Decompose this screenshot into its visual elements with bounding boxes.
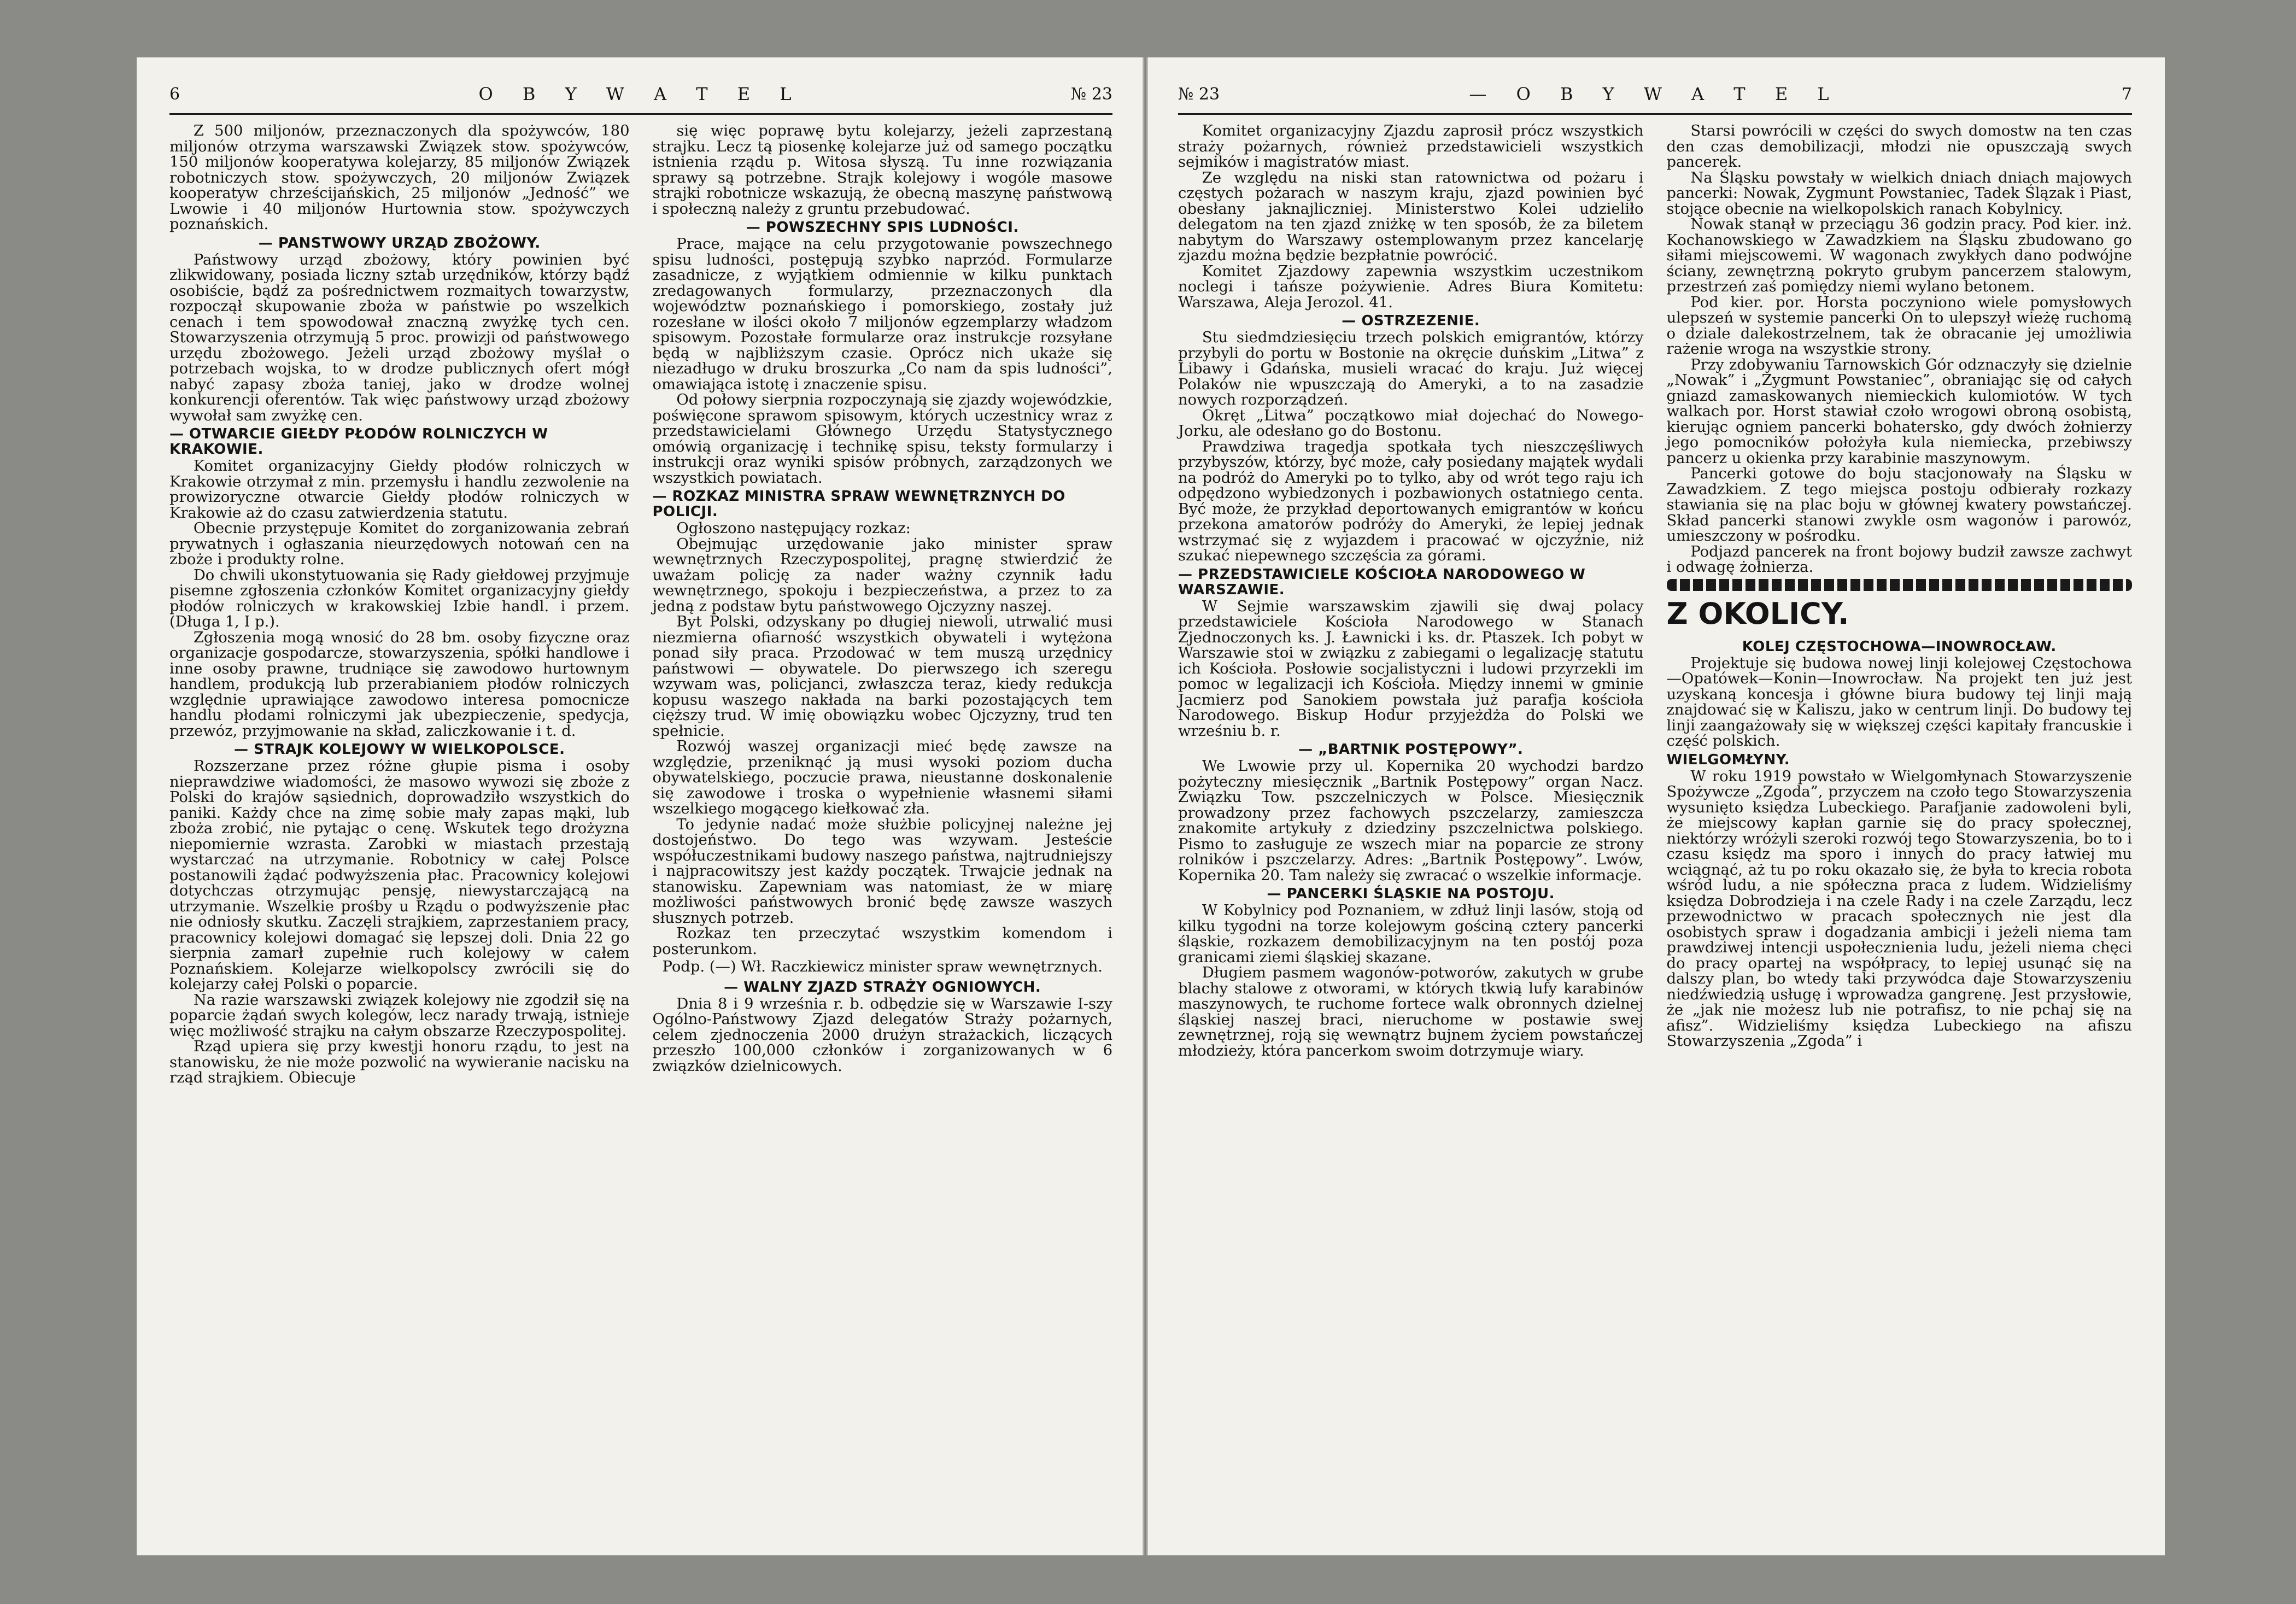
article-paragraph: Obejmując urzędowanie jako minister spraw wewnętrznych Rzeczypospolitej, pragnę stwierdzić że uważam policję za nader ważny czynnik ładu wewnętrznego, spokoju i bezpieczeństwa, a przez to za jedną z podstaw bytu państwowego Ojczyzny naszej.: [652, 535, 1112, 615]
article-headline: — PANSTWOWY URZĄD ZBOŻOWY.: [258, 235, 541, 251]
right-page: [1148, 57, 2165, 1555]
article-paragraph: W roku 1919 powstało w Wielgomłynach Stowarzyszenie Spożywcze „Zgoda”, przyczem na czoło tego Stowarzyszenia wysunięto księdza Lubeckiego. Parafjanie zadowoleni byli, że miejscowy kapłan garnie się do pracy społecznej, niektórzy wróżyli szeroki rozwój tego Stowarzyszenia, bo to i czasu księdz ma sporo i innych do pracy łatwiej mu wciągnąć, aż tu po roku okazało się, że była to krecia robota wśród ludu, a nie spółeczna praca z ludem. Widzieliśmy księdza Dobrodzieja i na czele Rady i na czele Zarządu, lecz przewodnictwo w pracach społecznych nie jest dla osobistych spraw i dogadzania ambicji i jeżeli niema tam prawdziwej intencji uspołecznienia ludu, jeżeli niema chęci do pracy opartej na współpracy, to lepiej usunąć się na dalszy plan, bo wtedy taki przywódca daje Stowarzyszeniu niedźwiedzią usługę i wprowadza gangrenę. Jest przysłowie, że „jak nie możesz lub nie potrafisz, to nie pchaj się na afisz”. Widzieliśmy księdza Lubeckiego na afiszu Stowarzyszenia „Zgoda” i: [1666, 768, 2132, 1050]
header-rule: [169, 113, 1112, 115]
newspaper-title: — O B Y W A T E L: [1469, 84, 1841, 104]
article-headline: — ROZKAZ MINISTRA SPRAW WEWNĘTRZNYCH DO POLICJI.: [652, 488, 1065, 520]
article-paragraph: Prace, mające na celu przygotowanie powszechnego spisu ludności, postępują szybko naprzód. Formularze zasadnicze, z wyjątkiem odmiennie w kilku punktach zredagowanych formularzy, przeznaczonych dla województw poznańskiego i pomorskiego, zostały już rozesłane w ilości około 7 miljonów egzemplarzy władzom spisowym. Pozostałe formularze oraz instrukcje rozsyłane będą w najbliższym czasie. Oprócz nich ukaże się niezadługo w druku broszurka „Co nam da spis ludności”, omawiająca istotę i znaczenie spisu.: [652, 236, 1112, 393]
article-paragraph: Z 500 miljonów, przeznaczonych dla spożywców, 180 miljonów otrzyma warszawski Związek stow. spożywców, 150 miljonów kooperatywa kolejarzy, 85 miljonów Związek robotniczych stow. spożywczych, 20 miljonów Związek kooperatyw chrześcijańskich, 25 miljonów „Jedność” we Lwowie i 40 miljonów Hurtownia stow. spożywczych poznańskich.: [169, 122, 630, 233]
right-page-header: [1178, 79, 2132, 112]
signature: Podp. (—) Wł. Raczkiewicz minister spraw wewnętrznych.: [662, 958, 1103, 975]
article-paragraph: Ze względu na niski stan ratownictwa od pożaru i częstych pożarach w naszym kraju, zjazd powinien być obesłany jaknajliczniej. Ministerstwo Kolei udzieliło delegatom na ten zjazd zniżkę w ten sposób, że za biletem nabytym do Warszawy ostemplowanym przez kancelarję zjazdu można będzie bezpłatnie powrócić.: [1178, 169, 1644, 264]
article-paragraph: Stu siedmdziesięciu trzech polskich emigrantów, którzy przybyli do portu w Bostonie na okręcie duńskim „Litwa” z Libawy i Gdańska, musieli wracać do kraju. Już więcej Polaków nie wpuszczają do Ameryki, a to na zasadzie nowych rozporządzeń.: [1178, 329, 1644, 408]
article-paragraph: Projektuje się budowa nowej linji kolejowej Częstochowa—Opatówek—Konin—Inowrocław. Na projekt ten już jest uzyskaną koncesja i główne biura budowy tej linji mają znajdować się w Kaliszu, jako w centrum linji. Do budowy tej linji zaangażowały się w większej części kapitały francuskie i część polskich.: [1666, 654, 2132, 750]
article-paragraph: Komitet organizacyjny Zjazdu zaprosił prócz wszystkich straży pożarnych, również przedstawicieli wszystkich sejmików i magistratów miast.: [1178, 122, 1644, 171]
article-headline: — „BARTNIK POSTĘPOWY”.: [1298, 741, 1524, 758]
article-paragraph: Komitet organizacyjny Giełdy płodów rolniczych w Krakowie otrzymał z min. przemysłu i handlu zezwolenie na prowizoryczne otwarcie Giełdy płodów rolniczych w Krakowie aż do czasu zatwierdzenia statutu.: [169, 458, 630, 522]
center-fold: [1143, 57, 1148, 1555]
article-paragraph: Państwowy urząd zbożowy, który powinien być zlikwidowany, posiada liczny sztab urzędników, którzy bądź osobiście, bądź za pośrednictwem rozmaitych towarzystw, rozpoczął skupowanie zboża w państwie po wszelkich cenach i tem spowodował znaczną zwyżkę tych cen. Stowarzyszenia otrzymują 5 proc. prowizji od państwowego urzędu zbożowego. Jeżeli urząd zbożowy myślał o potrzebach wojska, to w drodze publicznych ofert mógł nabyć zapasy zboża taniej, jako w drodze wolnej konkurencji oferentów. Tak więc państwowy urząd zbożowy wywołał sam zwyżkę cen.: [169, 251, 630, 424]
article-paragraph: Komitet Zjazdowy zapewnia wszystkim uczestnikom noclegi i tańsze pożywienie. Adres Biura Komitetu: Warszawa, Aleja Jerozol. 41.: [1178, 262, 1644, 311]
right-column-2: [1667, 124, 2133, 1059]
article-paragraph: Rozwój waszej organizacji mieć będę zawsze na względzie, przeniknąć ją musi wysoki poziom ducha obywatelskiego, poczucie prawa, nieustanne doskonalenie się zawodowe i troska o wypełnienie własnemi siłami wszelkiego mogącego kiełkować zła.: [652, 738, 1112, 817]
left-page: [137, 57, 1143, 1555]
article-headline: — WALNY ZJAZD STRAŻY OGNIOWYCH.: [724, 979, 1041, 996]
article-paragraph: W Sejmie warszawskim zjawili się dwaj polacy przedstawiciele Kościoła Narodowego w Stanach Zjednoczonych ks. J. Ławnicki i ks. dr. Ptaszek. Ich pobyt w Warszawie stoi w związku z zabiegami o legalizację statutu ich Kościoła. Posłowie socjalistyczni i ludowi przyrzekli im pomoc w legalizacji ich Kościoła. Między innemi w gminie Jacmierz pod Sanokiem powstała już parafja kościoła Narodowego. Biskup Hodur przyjeżdża do Polski we wrześniu b. r.: [1178, 598, 1644, 740]
article-headline: — PRZEDSTAWICIELE KOŚCIOŁA NARODOWEGO W WARSZAWIE.: [1178, 566, 1586, 598]
article-headline: WIELGOMŁYNY.: [1666, 751, 1790, 768]
article-headline: — OTWARCIE GIEŁDY PŁODÓW ROLNICZYCH W KRAKOWIE.: [169, 426, 548, 458]
ornamental-divider: [1667, 579, 2133, 591]
article-paragraph: Obecnie przystępuje Komitet do zorganizowania zebrań prywatnych i ogłaszania nieurzędowych notowań cen na zboże i produkty rolne.: [169, 520, 630, 568]
article-paragraph: Rozkaz ten przeczytać wszystkim komendom i posterunkom.: [652, 925, 1112, 958]
article-paragraph: Ogłoszono następujący rozkaz:: [676, 520, 911, 537]
page-number: 7: [2121, 85, 2132, 104]
article-paragraph: Na Śląsku powstały w wielkich dniach dniach majowych pancerki: Nowak, Zygmunt Powstaniec, Tadek Ślązak i Piast, stojące obecnie na wielkopolskich ranach Kobylnicy.: [1666, 169, 2132, 218]
article-headline: — STRAJK KOLEJOWY W WIELKOPOLSCE.: [234, 741, 565, 758]
newspaper-title: O B Y W A T E L: [478, 84, 804, 104]
article-paragraph: Starsi powrócili w części do swych domostw na ten czas den czas demobilizacji, młodzi nie opuszczają swych pancerek.: [1666, 122, 2132, 171]
article-paragraph: Rozszerzane przez różne głupie pisma i osoby nieprawdziwe wiadomości, że masowo wywozi się zboże z Polski do krajów sąsiednich, doprowadziło wszystkich do paniki. Każdy chce na zimę sobie mały zapas mąki, lub zboża zrobić, nie pytając o cenę. Wskutek tego drożyzna niepomiernie wzrasta. Zarobki w miastach przestają wystarczać na utrzymanie. Robotnicy w całej Polsce postanowili żądać podwyższenia płac. Pracownicy kolejowi dotychczas otrzymując pensję, niewystarczającą na utrzymanie. Wszelkie prośby u Rządu o podwyższenie płac nie odniosły skutku. Zaczęli strajkiem, zaprzestaniem pracy, pracownicy kolejowi domagać się lepszej doli. Dnia 22 go sierpnia zamarł zupełnie ruch kolejowy w całem Poznańskiem. Kolejarze wielkopolscy zwrócili się do kolejarzy całej Polski o poparcie.: [169, 758, 630, 993]
article-paragraph: Dnia 8 i 9 września r. b. odbędzie się w Warszawie I-szy Ogólno-Państwowy Zjazd delegatów Straży pożarnych, celem zjednoczenia 2000 drużyn strażackich, liczących przeszło 100,000 członków i zorganizowanych w 6 związków dzielnicowych.: [652, 995, 1112, 1075]
article-paragraph: Rząd upiera się przy kwestji honoru rządu, to jest na stanowisku, że nie może pozwolić na wywieranie nacisku na rząd strajkiem. Obiecuje: [169, 1038, 630, 1086]
article-paragraph: Byt Polski, odzyskany po długiej niewoli, utrwalić musi niezmierna ofiarność wszystkich obywateli i wytężona ponad siły praca. Przodować w tem muszą urzędnicy państwowi — obywatele. Do pierwszego ich szeregu wzywam was, policjanci, zwłaszcza teraz, kiedy redukcja kopusu waszego nakłada na barki pozostających tem cięższy trud. W imię obowiązku wobec Ojczyzny, trud ten spełnicie.: [652, 613, 1112, 740]
article-paragraph: Na razie warszawski związek kolejowy nie zgodził się na poparcie żądań swych kolegów, lecz narady trwają, istnieje więc możliwość strajku na całym obszarze Rzeczypospolitej.: [169, 991, 630, 1040]
article-paragraph: się więc poprawę bytu kolejarzy, jeżeli zaprzestaną strajku. Lecz tą piosenkę kolejarze już od samego początku istnienia rządu p. Witosa słyszą. Tu inne rozwiązania sprawy są potrzebne. Strajk kolejowy i wogóle masowe strajki robotnicze wskazują, że obecną maszynę państwową i społeczną należy z gruntu przebudować.: [652, 122, 1112, 218]
article-paragraph: Długiem pasmem wagonów-potworów, zakutych w grube blachy stalowe z otworami, w których tkwią lufy karabinów maszynowych, te ruchome fortece walk obronnych dzielnej śląskiej naszej braci, nieruchome w postawie swej zewnętrznej, roją się wewnątrz bujnem życiem powstańczej młodzieży, która pancerkom swoim dotrzymuje wiary.: [1178, 964, 1644, 1059]
article-paragraph: Prawdziwa tragedja spotkała tych nieszczęśliwych przybyszów, którzy, być może, cały posiedany majątek wydali na podróż do Ameryki po to tylko, aby od wrót tego raju ich odpędzono wybiedzonych i pozbawionych ostatniego centa. Być może, że przykład deportowanych emigrantów w końcu przekona amatorów podróży do Ameryki, że lepiej jednak wstrzymać się z wyjazdem i pracować w ojczyźnie, niż szukać niepewnego szczęścia za górami.: [1178, 438, 1644, 564]
article-paragraph: We Lwowie przy ul. Kopernika 20 wychodzi bardzo pożyteczny miesięcznik „Bartnik Postępowy” organ Nacz. Związku Tow. pszczelniczych w Polsce. Miesięcznik prowadzony przez fachowych pszczelarzy, zamieszcza znakomite artykuły z dziedziny pszczelnictwa polskiego. Pismo to zasługuje ze wszech miar na poparcie ze strony rolników i pszczelarzy. Adres: „Bartnik Postępowy”. Lwów, Kopernika 20. Tam należy się zwracać o wszelkie informacje.: [1178, 758, 1644, 884]
issue-number: № 23: [1178, 85, 1220, 104]
article-paragraph: Podjazd pancerek na front bojowy budził zawsze zachwyt i odwagę żołnierza.: [1666, 543, 2132, 576]
article-paragraph: Pod kier. por. Horsta poczyniono wiele pomysłowych ulepszeń w systemie pancerki On to ulepszył wieżę ruchomą o dziale dalekostrzelnem, tak że obracanie jej umożliwia rażenie wroga na wszystkie strony.: [1666, 294, 2132, 358]
article-paragraph: Okręt „Litwa” początkowo miał dojechać do Nowego-Jorku, ale odesłano go do Bostonu.: [1178, 407, 1644, 440]
right-column-1: [1178, 124, 1644, 1059]
left-column-1: [169, 124, 630, 1086]
page-number: 6: [169, 85, 180, 104]
section-heading: Z OKOLICY.: [1666, 596, 1849, 631]
article-headline: — POWSZECHNY SPIS LUDNOŚCI.: [746, 219, 1019, 236]
left-page-header: [169, 79, 1112, 112]
article-paragraph: Przy zdobywaniu Tarnowskich Gór odznaczyły się dzielnie „Nowak” i „Zygmunt Powstaniec”, obraniając się od całych gniazd zamaskowanych niemieckich kulomiotów. W tych walkach por. Horst stawiał czoło wrogowi obroną osobistą, kierując ogniem pancerki bohatersko, gdy dwóch żołnierzy jego pomocników położyła kula niemiecka, przebiwszy pancerz u okienka przy karabinie maszynowym.: [1666, 356, 2132, 467]
article-paragraph: Pancerki gotowe do boju stacjonowały na Śląsku w Zawadzkiem. Z tego miejsca postoju odbierały rozkazy stawiania się na plac boju w głównej kwatery powstańczej. Skład pancerki stanowi zwykle osm wagonów i parowóz, umieszczony w pośrodku.: [1666, 465, 2132, 545]
article-paragraph: W Kobylnicy pod Poznaniem, w zdłuż linji lasów, stoją od kilku tygodni na torze kolejowym gościną cztery pancerki śląskie, rozkazem demobilizacyjnym na ten postój poza granicami ziemi śląskiej skazane.: [1178, 902, 1644, 966]
article-paragraph: Zgłoszenia mogą wnosić do 28 bm. osoby fizyczne oraz organizacje gospodarcze, stowarzyszenia, spółki handlowe i inne osoby prawne, trudniące się zawodowo hurtownym handlem, produkcją lub przerabianiem płodów rolniczych względnie uprawiające zawodowo interesa pomocnicze handlu płodami rolniczymi jak ubezpieczenie, spedycja, przewóz, przyjmowanie na skład, zaliczkowanie i t. d.: [169, 629, 630, 740]
issue-number: № 23: [1070, 85, 1112, 104]
article-paragraph: Od połowy sierpnia rozpoczynają się zjazdy wojewódzkie, poświęcone sprawom spisowym, których uczestnicy wraz z przedstawicielami Głównego Urzędu Statystycznego omówią organizację i technikę spisu, teksty formularzy i instrukcji oraz wyniki spisów próbnych, zarządzonych we wszystkich powiatach.: [652, 391, 1112, 487]
article-paragraph: To jedynie nadać może służbie policyjnej należne jej dostojeństwo. Do tego was wzywam. Jesteście współuczestnikami budowy naszego państwa, najtrudniejszy i najpracowitszy jest każdy początek. Trwajcie jednak na stanowisku. Zapewniam was natomiast, że w miarę możliwości państwowych bronić będę zawsze waszych słusznych potrzeb.: [652, 816, 1112, 927]
left-column-2: [653, 124, 1113, 1086]
article-paragraph: Do chwili ukonstytuowania się Rady giełdowej przyjmuje pisemne zgłoszenia członków Komitet organizacyjny giełdy płodów rolniczych w krakowskiej Izbie handl. i przem. (Długa 1, I p.).: [169, 566, 630, 630]
article-headline: — PANCERKI ŚLĄSKIE NA POSTOJU.: [1267, 886, 1555, 902]
article-paragraph: Nowak stanął w przeciągu 36 godzin pracy. Pod kier. inż. Kochanowskiego w Zawadzkiem na Śląsku zbudowano go siłami miejscowemi. W wagonach zwykłych dano podwójne ściany, zewnętrzną pokryto grubym pancerzem stalowym, przestrzeń zaś pomiędzy niemi wylano betonem.: [1666, 216, 2132, 295]
article-headline: — OSTRZEZENIE.: [1342, 313, 1480, 329]
article-headline: KOLEJ CZĘSTOCHOWA—INOWROCŁAW.: [1742, 638, 2057, 655]
header-rule: [1178, 113, 2132, 115]
